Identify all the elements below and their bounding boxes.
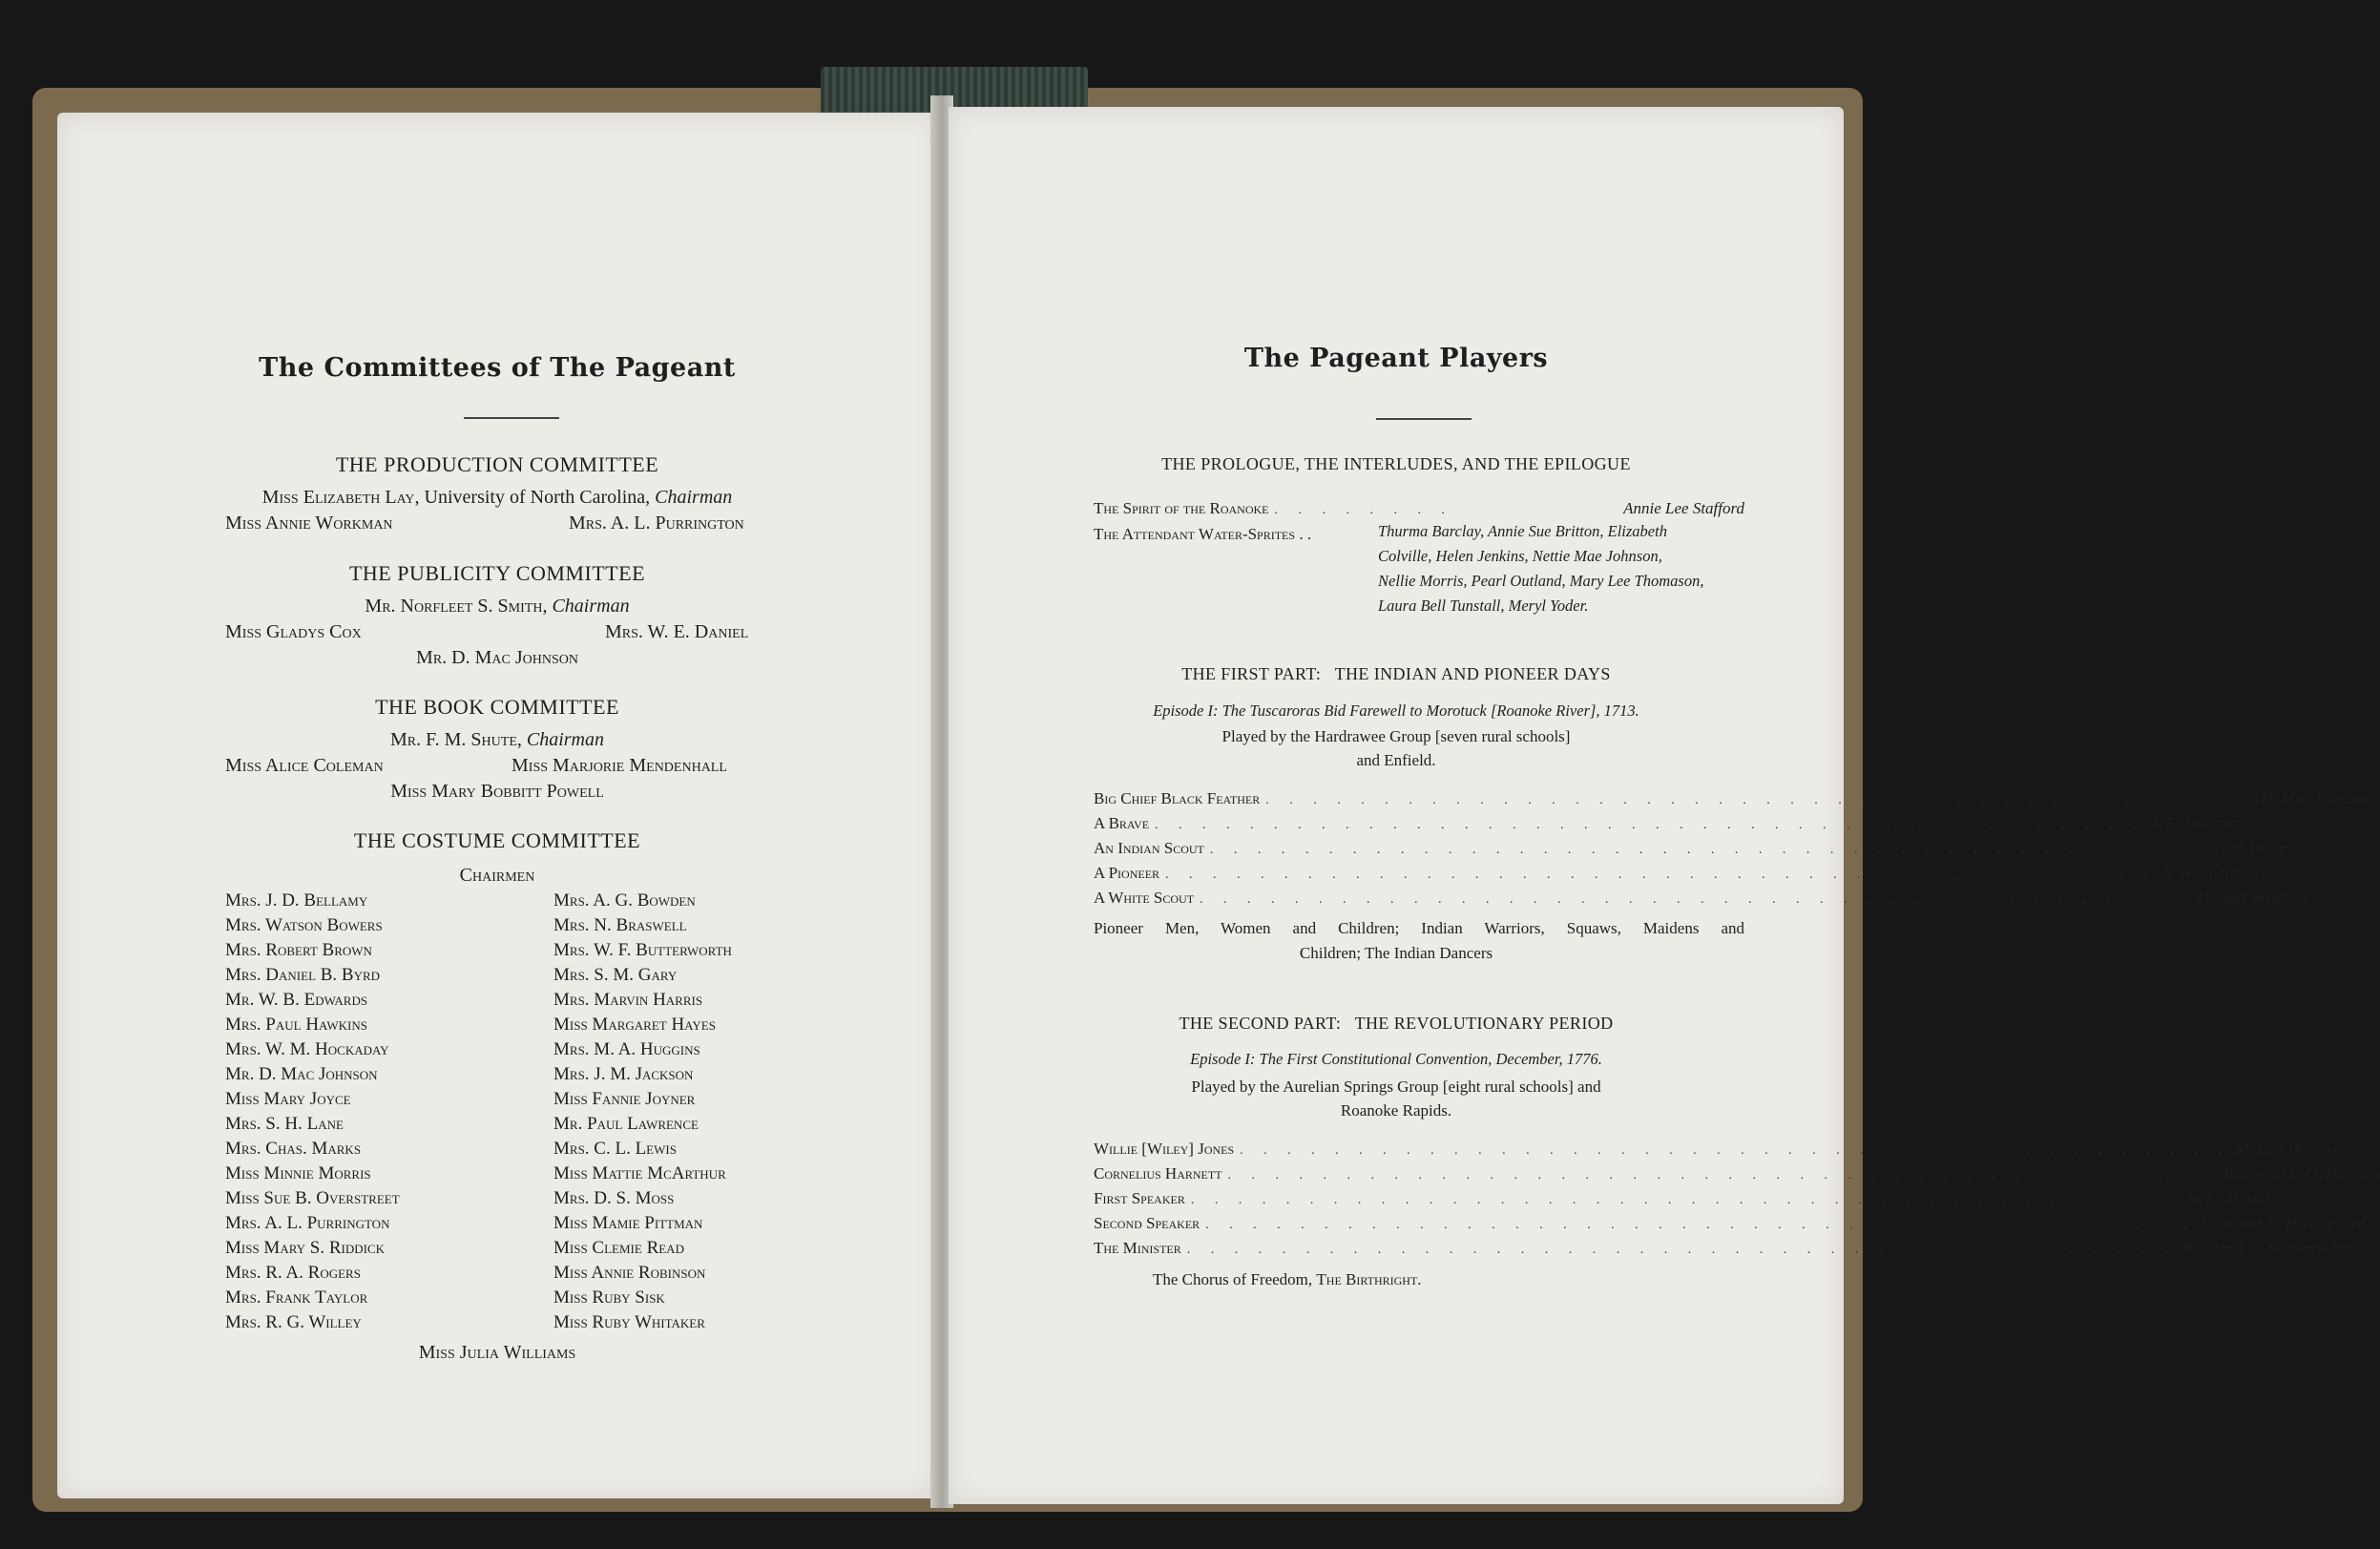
cast-player: Reverend N. H. Shepherd <box>2201 1214 2366 1232</box>
cast-player: Thomas Braswell <box>2195 889 2309 907</box>
costume-member: Mrs. Chas. Marks <box>225 1139 362 1159</box>
cast-role: Willie [Wiley] Jones <box>1094 1140 1235 1158</box>
cast-player: Nellie Morris, Pearl Outland, Mary Lee Thomason, <box>1378 572 1704 590</box>
costume-member: Mrs. R. G. Willey <box>225 1312 362 1332</box>
cast-row <box>1094 864 2258 887</box>
costume-member: Mrs. J. M. Jackson <box>553 1064 694 1084</box>
costume-member: Mrs. D. S. Moss <box>553 1188 675 1208</box>
cast-player: Reverend L. D. Hayman <box>2223 1164 2380 1183</box>
publicity-heading: THE PUBLICITY COMMITTEE <box>348 561 646 585</box>
costume-member: Mrs. W. M. Hockaday <box>225 1039 389 1059</box>
costume-member: Miss Ruby Sisk <box>553 1287 665 1308</box>
leader-dots: . . . . . . . . . . . . . . . . . . . . . . . . . . . . . . . . . . . . . . . . . . <box>1205 1218 2196 1232</box>
leader-dots: . . . . . . . . . . . . . . . . . . . . . . . . . . . . . . . . . . . . . . . . . . <box>1155 818 2145 832</box>
first-part-heading: THE FIRST PART: THE INDIAN AND PIONEER DAYS <box>1181 664 1611 683</box>
cast-role: The Minister <box>1094 1239 1181 1257</box>
cast-player: A. W. Andleton <box>2161 864 2258 882</box>
production-heading: THE PRODUCTION COMMITTEE <box>335 452 659 476</box>
cast-role: A Brave <box>1094 814 1150 832</box>
cast-player: Thurma Barclay, Annie Sue Britton, Elizabeth <box>1378 522 1667 540</box>
production-member: Mrs. A. L. Purrington <box>569 513 744 534</box>
costume-left-column <box>225 889 400 1335</box>
costume-member: Mrs. W. F. Butterworth <box>553 940 732 960</box>
costume-member: Mrs. Frank Taylor <box>225 1287 368 1308</box>
costume-member: Miss Annie Robinson <box>553 1263 706 1283</box>
cast-role: A Pioneer <box>1094 864 1160 882</box>
left-page <box>57 113 937 1498</box>
first-part-extras: Children; The Indian Dancers <box>1299 944 1493 962</box>
cast-row <box>1094 789 2369 812</box>
title-rule <box>1376 418 1472 420</box>
cast-player: D. Mac Johnson <box>2261 789 2369 807</box>
costume-member: Mrs. Daniel B. Byrd <box>225 965 381 985</box>
leader-dots: . . . . . . . . <box>1274 503 1453 517</box>
leader-dots: . . . . . . . . . . . . . . . . . . . . . . . . . . . . . . . . . . . . . . . . . . <box>1265 793 2256 807</box>
leader-dots: . . . . . . . . . . . . . . . . . . . . . . . . . . . . . . . . . . . . . . . . . . <box>1186 1243 2178 1257</box>
cast-row <box>1094 1140 2331 1162</box>
costume-member: Miss Mamie Pittman <box>553 1213 703 1233</box>
cast-player: Annie Lee Stafford <box>1623 499 1744 517</box>
cast-row <box>1094 1164 2380 1187</box>
cast-row <box>1094 839 2312 862</box>
book-member: Miss Alice Coleman <box>225 755 384 776</box>
cast-role: Big Chief Black Feather <box>1094 789 1261 807</box>
title-rule <box>464 417 559 419</box>
cast-player: Laura Bell Tunstall, Meryl Yoder. <box>1378 597 1589 615</box>
production-chair-affiliation: , University of North Carolina, <box>414 487 656 508</box>
leader-dots: . . . . . . . . . . . . . . . . . . . . . . . . . . . . . . . . . . . . . . . . . . <box>1240 1143 2230 1158</box>
cast-role: An Indian Scout <box>1094 839 1204 857</box>
production-chair-line <box>57 487 937 509</box>
cast-role: Cornelius Harnett <box>1094 1164 1222 1183</box>
cast-row <box>1094 1189 2272 1212</box>
publicity-chair-name: Mr. Norfleet S. Smith, <box>365 596 553 617</box>
production-member: Miss Annie Workman <box>225 513 393 534</box>
leader-dots: . . . . . . . . . . . . . . . . . . . . . . . . . . . . . . . . . . . . . . . . . . <box>1200 892 2190 907</box>
chorus-line <box>1153 1270 1422 1289</box>
costume-heading: THE COSTUME COMMITTEE <box>353 828 641 852</box>
book-chair-role: Chairman <box>526 729 604 750</box>
costume-member: Miss Mary S. Riddick <box>225 1238 386 1258</box>
left-page-title: The Committees of The Pageant <box>259 353 736 383</box>
publicity-member: Mrs. W. E. Daniel <box>605 621 749 642</box>
second-part-heading: THE SECOND PART: THE REVOLUTIONARY PERIOD <box>1179 1014 1614 1033</box>
publicity-member: Mr. D. Mac Johnson <box>416 647 578 668</box>
leader-dots: . . . . . . . . . . . . . . . . . . . . . . . . . . . . . . . . . . . . . . . . . . <box>1227 1168 2219 1183</box>
first-part-played-by: and Enfield. <box>1356 751 1436 769</box>
costume-member: Mr. W. B. Edwards <box>225 990 368 1010</box>
sprites-players <box>1378 519 1779 618</box>
costume-member: Miss Margaret Hayes <box>553 1015 716 1035</box>
cast-player: W. C. Myrick <box>2186 1189 2272 1207</box>
costume-member: Miss Minnie Morris <box>225 1163 371 1183</box>
publicity-chair-role: Chairman <box>552 596 630 617</box>
costume-member: Mrs. S. H. Lane <box>225 1114 344 1134</box>
first-part-extras: Pioneer Men, Women and Children; Indian Warriors, Squaws, Maidens and <box>1094 919 1744 937</box>
leader-dots: . . . . . . . . . . . . . . . . . . . . . . . . . . . . . . . . . . . . . . . . . . <box>1165 868 2156 882</box>
costume-member: Mrs. A. L. Purrington <box>225 1213 390 1233</box>
book-chair-name: Mr. F. M. Shute, <box>390 729 527 750</box>
costume-member: Mr. D. Mac Johnson <box>225 1064 378 1084</box>
publicity-member: Miss Gladys Cox <box>225 621 362 642</box>
costume-member: Mrs. Robert Brown <box>225 940 372 960</box>
cast-row <box>1094 1239 2357 1262</box>
book-chair-line <box>57 729 937 751</box>
cast-player: Frank Hargrove <box>2205 839 2312 857</box>
cast-row <box>1094 814 2247 837</box>
costume-member: Miss Clemie Read <box>553 1238 684 1258</box>
leader-dots: . . . . . . . . . . . . . . . . . . . . . . . . . . . . . . . . . . . . . . . . . . <box>1209 843 2201 857</box>
costume-member: Miss Fannie Joyner <box>553 1089 696 1109</box>
second-part-episode: Episode I: The First Constitutional Convention, December, 1776. <box>1190 1050 1602 1068</box>
costume-member: Miss Julia Williams <box>418 1342 576 1363</box>
costume-member: Mrs. R. A. Rogers <box>225 1263 361 1283</box>
costume-member: Mrs. J. D. Bellamy <box>225 890 368 911</box>
costume-member: Miss Mary Joyce <box>225 1089 351 1109</box>
costume-member: Mrs. M. A. Huggins <box>553 1039 700 1059</box>
cast-role: First Speaker <box>1094 1189 1185 1207</box>
cast-role: The Spirit of the Roanoke <box>1094 499 1269 517</box>
costume-member: Mrs. Paul Hawkins <box>225 1015 368 1035</box>
cast-role: The Attendant Water-Sprites . . <box>1094 525 1312 543</box>
cast-role: A White Scout <box>1094 889 1195 907</box>
book-member: Miss Marjorie Mendenhall <box>511 755 727 776</box>
costume-member: Mrs. C. L. Lewis <box>553 1139 677 1159</box>
first-part-episode: Episode I: The Tuscaroras Bid Farewell to Morotuck [Roanoke River], 1713. <box>1153 701 1639 720</box>
costume-right-column <box>553 889 732 1335</box>
costume-member: Mrs. Watson Bowers <box>225 915 383 935</box>
leader-dots: . . . . . . . . . . . . . . . . . . . . . . . . . . . . . . . . . . . . . . . . . . <box>1190 1193 2182 1207</box>
costume-member: Mrs. Marvin Harris <box>553 990 703 1010</box>
costume-subheading: Chairmen <box>459 865 535 886</box>
costume-member: Miss Sue B. Overstreet <box>225 1188 400 1208</box>
cast-player: J. E. Lawrence <box>2150 814 2247 832</box>
costume-member: Mrs. A. G. Bowden <box>553 890 696 911</box>
right-page <box>949 107 2380 1504</box>
cast-player: Colville, Helen Jenkins, Nettie Mae Johnson, <box>1378 547 1662 565</box>
costume-member: Mrs. N. Braswell <box>553 915 687 935</box>
cast-player: Reverend G. Stanley White <box>2182 1239 2357 1257</box>
book-heading: THE BOOK COMMITTEE <box>375 695 619 719</box>
right-page-title: The Pageant Players <box>1243 344 1549 373</box>
second-part-played-by: Roanoke Rapids. <box>1340 1101 1452 1120</box>
production-chair-name: Miss Elizabeth Lay <box>261 487 415 508</box>
costume-member: Mr. Paul Lawrence <box>553 1114 699 1134</box>
chorus-prefix: The Chorus of Freedom, <box>1153 1270 1317 1288</box>
costume-member: Mrs. S. M. Gary <box>553 965 678 985</box>
production-chair-role: Chairman <box>655 487 733 508</box>
second-part-played-by: Played by the Aurelian Springs Group [eight rural schools] and <box>1191 1078 1601 1096</box>
chorus-name: The Birthright. <box>1316 1270 1422 1288</box>
first-part-played-by: Played by the Hardrawee Group [seven rural schools] <box>1221 727 1571 745</box>
cast-player: Marvin Harris <box>2235 1140 2331 1158</box>
cast-row <box>1094 1214 2366 1237</box>
costume-member: Miss Ruby Whitaker <box>553 1312 705 1332</box>
cast-role: Second Speaker <box>1094 1214 1200 1232</box>
book-member: Miss Mary Bobbitt Powell <box>390 781 604 802</box>
cast-row <box>1094 889 2309 911</box>
publicity-chair-line <box>57 596 937 618</box>
prologue-heading: THE PROLOGUE, THE INTERLUDES, AND THE EPILOGUE <box>1161 454 1631 473</box>
costume-member: Miss Mattie McArthur <box>553 1163 726 1183</box>
